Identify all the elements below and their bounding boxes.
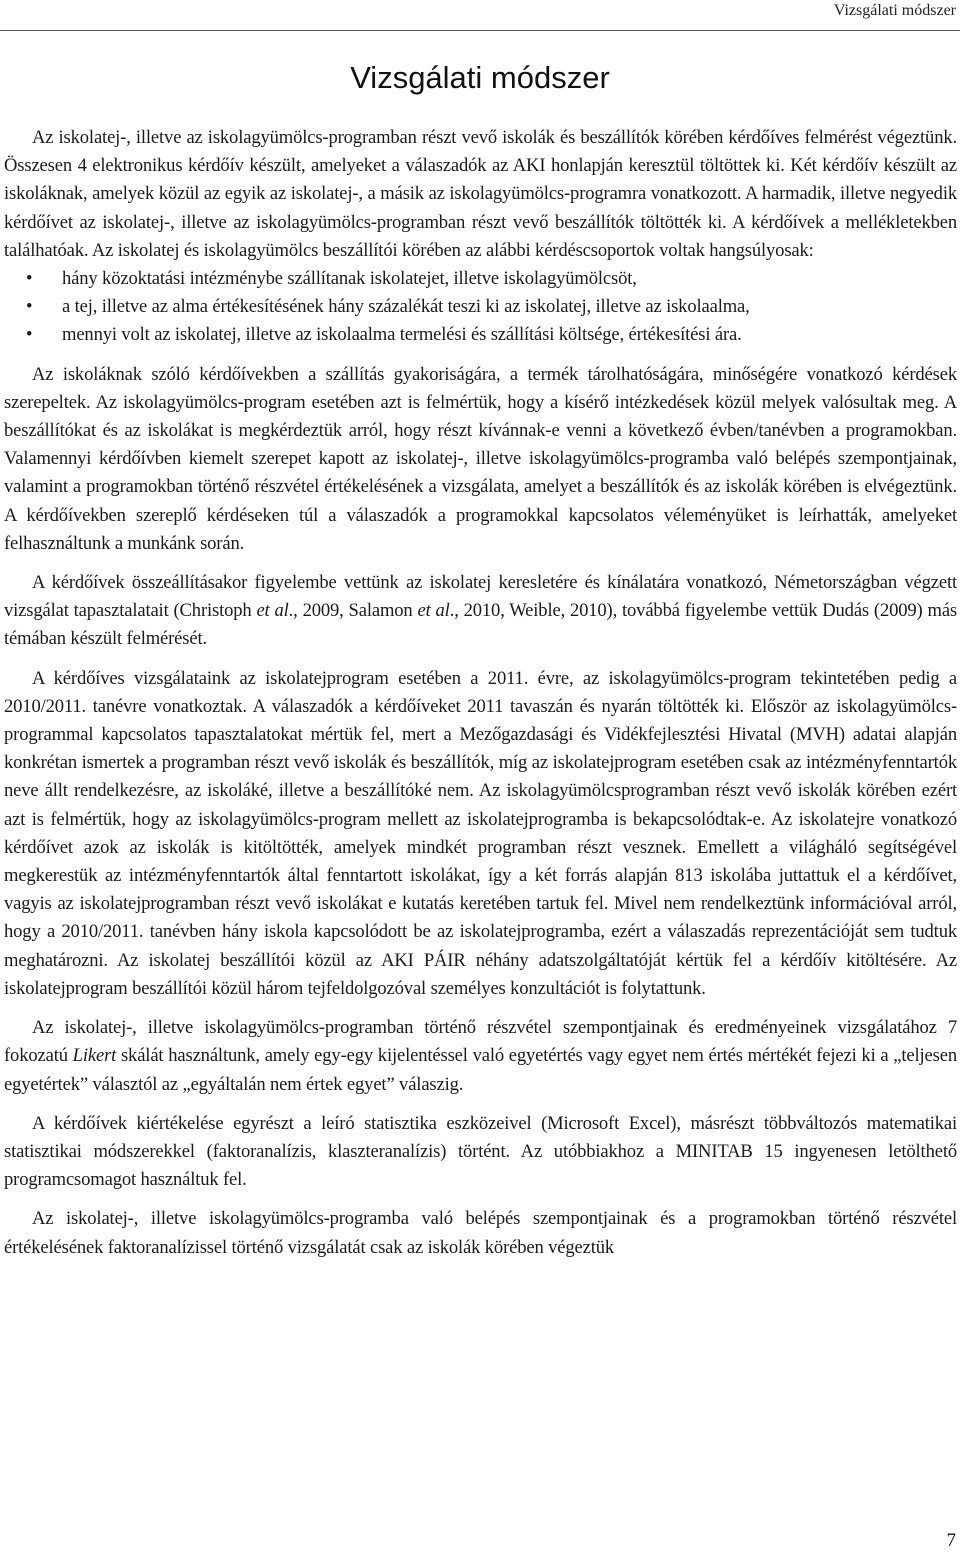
paragraph-6: A kérdőívek kiértékelése egyrészt a leíró statisztika eszközeivel (Microsoft Excel), másrészt többváltozós matematikai statisztikai módszerekkel (faktoranalízis, klaszteranalízis) történt. Az utóbbiakhoz a MINITAB 15 ingyenesen letölthető programcsomagot használtuk fel.: [4, 1112, 957, 1191]
paragraph-3-text-c: ., 2010, Weible, 2010), továbbá figyelembe vettük Dudás (2009) más témában készült felmérését.: [4, 600, 958, 650]
paragraph-2: Az iskoláknak szóló kérdőívekben a szállítás gyakoriságára, a termék tárolhatóságára, minőségére vonatkozó kérdések szerepeltek. Az iskolagyümölcs-program esetében azt is felmértük, hogy a kísérő intézkedések közül melyek valósultak meg. A beszállítókat és az iskolákat is megkérdeztük arról, hogy részt kívánnak-e venni a következő évben/tanévben a programokban. Valamennyi kérdőívben kiemelt szerepet kapott az iskolatej-, illetve iskolagyümölcs-programba való belépés szempontjainak, valamint a programokban történő részvétel értékelésének a vizsgálata, amelyet a beszállítók és az iskolák körében is elvégeztünk. A kérdőívekben szereplő kérdéseken túl a válaszadók a programokkal kapcsolatos véleményüket is leírhatták, amelyeket felhasználtunk a munkánk során.: [4, 363, 957, 554]
list-item: [4, 265, 957, 293]
list-item: [4, 293, 957, 321]
paragraph-4: A kérdőíves vizsgálataink az iskolatejprogram esetében a 2011. évre, az iskolagyümölcs-program tekintetében pedig a 2010/2011. tanévre vonatkoztak. A válaszadók a kérdőíveket 2011 tavaszán és nyarán töltötték ki. Először az iskolagyümölcs-programmal kapcsolatos tapasztalatokat mértük fel, mert a Mezőgazdasági és Vidékfejlesztési Hivatal (MVH) adatai alapján konkrétan ismertek a programban részt vevő iskolák és beszállítók, míg az iskolatejprogram esetében csak az intézményfenntartók neve állt rendelkezésre, az iskoláké, illetve a beszállítóké nem. Az iskolagyümölcsprogramban részt vevő iskolák körében ezért azt is felmértük, hogy az iskolagyümölcs-program mellett az iskolatejprogramba is bekapcsolódtak-e. Az iskolatejre vonatkozó kérdőívet azok az iskolák is kitöltötték, amelyek mindkét programban részt vesznek. Emellett a világháló segítségével megkerestük az intézményfenntartók által fenntartott iskolákat, így a két forrás alapján 813 iskolába juttattuk el a kérdőívet, vagyis az iskolatejprogramban részt vevő iskolákat e kutatás keretében tartuk fel. Mivel nem rendelkeztünk információval arról, hogy a 2010/2011. tanévben hány iskola kapcsolódott be az iskolatejprogramba, ezért a válaszadás reprezentációját sem tudtuk meghatározni. Az iskolatej beszállítói közül az AKI PÁIR néhány adatszolgáltatóját kértük fel a kérdőív kitöltésére. Az iskolatejprogram beszállítói közül három tejfeldolgozóval személyes konzultációt is folytattunk.: [4, 667, 957, 999]
running-head: Vizsgálati módszer: [833, 2, 956, 19]
body-text: [4, 124, 957, 1262]
paragraph-3-text-a: A kérdőívek összeállításakor figyelembe vettünk az iskolatej keresletére és kínálatára vonatkozó, Németországban végzett vizsgálat tapasztalatait (Christoph: [4, 572, 957, 622]
citation-et-al: et al: [256, 600, 289, 622]
paragraph-7: Az iskolatej-, illetve iskolagyümölcs-programba való belépés szempontjainak és a programokban történő részvétel értékelésének faktoranalízissel történő vizsgálatát csak az iskolák körében végeztük: [4, 1208, 957, 1258]
citation-et-al: et al: [417, 600, 450, 622]
page-number: 7: [946, 1530, 956, 1551]
likert-term: Likert: [72, 1045, 117, 1067]
header-divider: [0, 30, 960, 31]
bullet-list: [4, 265, 957, 350]
list-item-text: hány közoktatási intézménybe szállítanak iskolatejet, illetve iskolagyümölcsöt,: [62, 268, 637, 290]
list-item-text: mennyi volt az iskolatej, illetve az iskolaalma termelési és szállítási költsége, értékesítési ára.: [62, 324, 742, 346]
bullet-icon: •: [26, 268, 33, 290]
paragraph-3: [4, 569, 957, 654]
bullet-icon: •: [26, 324, 33, 346]
bullet-icon: •: [26, 296, 33, 318]
paragraph-5: [4, 1014, 957, 1099]
list-item: [4, 321, 957, 349]
page-title: Vizsgálati módszer: [350, 60, 610, 95]
paragraph-5-text-a: Az iskolatej-, illetve iskolagyümölcs-programban történő részvétel szempontjainak és eredményeinek vizsgálatához 7 fokozatú: [4, 1017, 957, 1067]
paragraph-3-text-b: ., 2009, Salamon: [288, 600, 418, 622]
paragraph-1: Az iskolatej-, illetve az iskolagyümölcs-programban részt vevő iskolák és beszállítók körében kérdőíves felmérést végeztünk. Összesen 4 elektronikus kérdőív készült, amelyeket a válaszadók az AKI honlapján keresztül töltöttek ki. Két kérdőív készült az iskoláknak, amelyek közül az egyik az iskolatej-, a másik az iskolagyümölcs-programra vonatkozott. A harmadik, illetve negyedik kérdőívet az iskolatej-, illetve az iskolagyümölcs-programban részt vevő beszállítók töltötték ki. A kérdőívek a mellékletekben találhatóak. Az iskolatej és iskolagyümölcs beszállítói körében az alábbi kérdéscsoportok voltak hangsúlyosak:: [4, 127, 957, 261]
paragraph-5-text-b: skálát használtunk, amely egy-egy kijelentéssel való egyetértés vagy egyet nem értés mértékét fejezi ki a „teljesen egyetértek” választól az „egyáltalán nem értek egyet” válaszig.: [4, 1045, 957, 1095]
list-item-text: a tej, illetve az alma értékesítésének hány százalékát teszi ki az iskolatej, illetve az iskolaalma,: [62, 296, 750, 318]
